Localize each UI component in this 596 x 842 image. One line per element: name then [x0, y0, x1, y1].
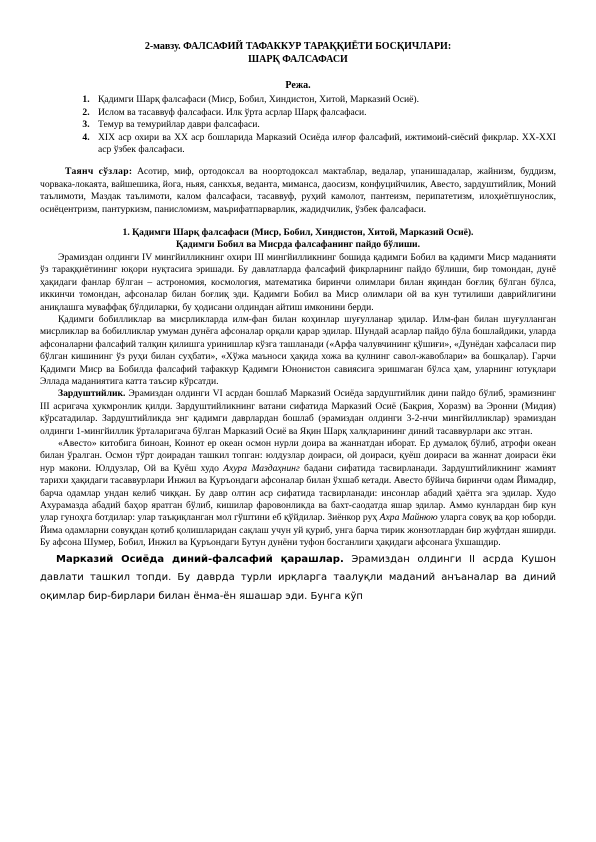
plan-item: 2. Ислом ва тасаввуф фалсафаси. Илк ўрта асрлар Шарқ фалсафаси.	[92, 107, 556, 119]
plan-list	[40, 94, 556, 156]
plan-item: 4. XIX аср охири ва XX аср бошларида Марказий Осиёда илғор фалсафий, ижтимоий-сиёсий фикрлар. XX-XXI аср ўзбек фалсафаси.	[92, 132, 556, 157]
body-paragraph: Эрамиздан олдинги IV мингйилликнинг охири III мингйилликнинг бошида қадимги Бобил ва қадимги Миср маданияти ўз тараққиётининг юқори нуқтасига эришади. Бу давлатларда фалсафий фикрларнинг пайдо бўлиши, бир томондан, дунё ҳақидаги фанлар бўлган – астрономия, космология, математика биринчи олимлари билан яқиндан боғлиқ бўлган бўлса, иккинчи томондан, афсоналар билан боғлиқ эди. Қадимги Бобил ва Миср олимлари ой ва кун тутилиши даврийлигини аниқлашга муваффақ бўлдиларки, бу ҳодисани олдиндан айтиш имконини берди.	[40, 251, 556, 313]
body-paragraph: Марказий Осиёда диний-фалсафий қарашлар. Эрамиздан олдинги II асрда Кушон давлати ташкил топди. Бу даврда турли ирқларга таалуқли маданий анъаналар ва диний оқимлар бир-бирлари билан ёнма-ён яшашар эди. Бунга кўп	[40, 553, 557, 602]
plan-item: 3. Темур ва темурийлар даври фалсафаси.	[92, 119, 556, 131]
plan-item: 1. Қадимги Шарқ фалсафаси (Миср, Бобил, Хиндистон, Хитой, Марказий Осиё).	[92, 94, 556, 106]
body-paragraph: Қадимги бобилликлар ва мисрликларда илм-фан билан коҳинлар шуғулланар эдилар. Илм-фан билан шуғулланган мисрликлар ва бобилликлар умуман дунёга афсоналар орқали қарар эдилар. Шундай асарлар пайдо бўла бошлайдики, уларда афсоналарни фалсафий талқин қилишга уринишлар кўзга ташланади («Арфа чалувчининг қўшиғи», «Дунёдан хафсаласи пир бўлган кишининг ўз руҳи билан суҳбати», «Хўжа маъноси ҳақида хожа ва қулнинг савол-жавоблари» ва бошқалар). Гарчи Қадимги Миср ва Бобилда фалсафий тафаккур Қадимги Юнонистон савиясига эришмаган бўлса ҳам, уларнинг ютуқлари Эллада маданиятига катта таъсир кўрсатди.	[40, 313, 556, 387]
keywords-label: Таянч сўзлар:	[65, 166, 133, 178]
section-subheading: Қадимги Бобил ва Мисрда фалсафанинг пайдо бўлиши.	[176, 239, 420, 251]
title-line-2: ШАРҚ ФАЛСАФАСИ	[248, 54, 348, 65]
italic-term: Ахра Майнюю	[379, 512, 438, 524]
italic-term: Ахура Маздаҳнинг	[223, 462, 300, 474]
section-heading: 1. Қадимги Шарқ фалсафаси (Миср, Бобил, Хиндистон, Хитой, Марказий Осиё).	[122, 227, 474, 239]
title-line-1: 2-мавзу. ФАЛСАФИЙ ТАФАККУР ТАРАҚҚИЁТИ БОСҚИЧЛАРИ:	[144, 41, 452, 52]
keywords-text: Асотир, миф, ортодоксал ва ноортодоксал мактаблар, ведалар, упанишадалар, жайнизм, буддизм, чорвака-локаята, вайшешика, йога, ньяя, санкхья, веданта, миманса, даосизм, конфуцийчилик, Авесто, зардуштийлик, Моний таълимоти, Маздак таълимоти, калом фалсафаси, тасаввуф, руҳий камолот, пантеизм, перипатетизм, илоҳиётшунослик, осиёцентризм, пантуркизм, панисломизм, маърифатпарварлик, жадидчилик, ўзбек фалсафаси.	[40, 166, 556, 215]
plan-heading: Режа.	[285, 80, 311, 91]
document-title	[40, 40, 556, 66]
paragraph-lead: Марказий Осиёда диний-фалсафий қарашлар.	[56, 553, 344, 565]
keywords-paragraph	[40, 166, 556, 216]
paragraph-lead: Зардуштийлик.	[58, 388, 126, 400]
body-paragraph: «Авесто» китобига биноан, Коинот ер океан осмон нурли доира ва жаннатдан иборат. Ер думалоқ бўлиб, атрофи океан билан ўралган. Осмон тўрт доирадан ташкил топган: юлдузлар доираси, ой доираси, қуёш доираси ва жаннат доираси ёки нур макони. Юлдузлар, Ой ва Қуёш худо Ахура Маздаҳнинг бадани сифатида тасвирланади. Зардуштийликнинг жамият тарихи ҳақидаги тасаввурлари Инжил ва Қуръондаги афсоналар билан ўхшаб кетади. Авесто бўйича биринчи одам Йимадир, барча одамлар ундан келиб чиққан. Бу давр олтин аср сифатида тасвирланади: инсонлар абадий ҳаётга эга эдилар. Худо Ахурамазда абадий баҳор яратган бўлиб, кишилар фаровонликда ва бахт-саодатда яшар эдилар. Аммо кунлардан бир кун улар гуноҳга ботдилар: улар таъқиқланган мол гўштини еб қўйдилар. Зиёнкор руҳ Ахра Майнюю уларга совуқ ва қор юборди. Йима одамларни совуқдан қотиб қолишларидан сақлаш учун уй қуриб, унга барча тирик жонзотлардан бир жуфтдан яширди. Бу афсона Шумер, Бобил, Инжил ва Қуръондаги Бутун дунёни туфон босганлиги ҳақидаги афсонага ўхшашдир.	[40, 437, 557, 549]
body-paragraph: Зардуштийлик. Эрамиздан олдинги VI асрдан бошлаб Марказий Осиёда зардуштийлик дини пайдо бўлиб, эрамизнинг III асригача ҳукмронлик қилди. Зардуштийликнинг ватани сифатида Марказий Осиё (Бақрия, Хоразм) ва Эронни (Мидия) кўрсатадилар. Зардуштийликда энг қадимги даврлардан бошлаб (эрамиздан олдинги 3-2-нчи мингйилликлар) эрамиздан олдинги 1-мингйиллик ўрталаригача бўлган Марказий Осиё ва Яқин Шарқ халқларининг диний тасаввурлари акс этган.	[40, 388, 556, 437]
